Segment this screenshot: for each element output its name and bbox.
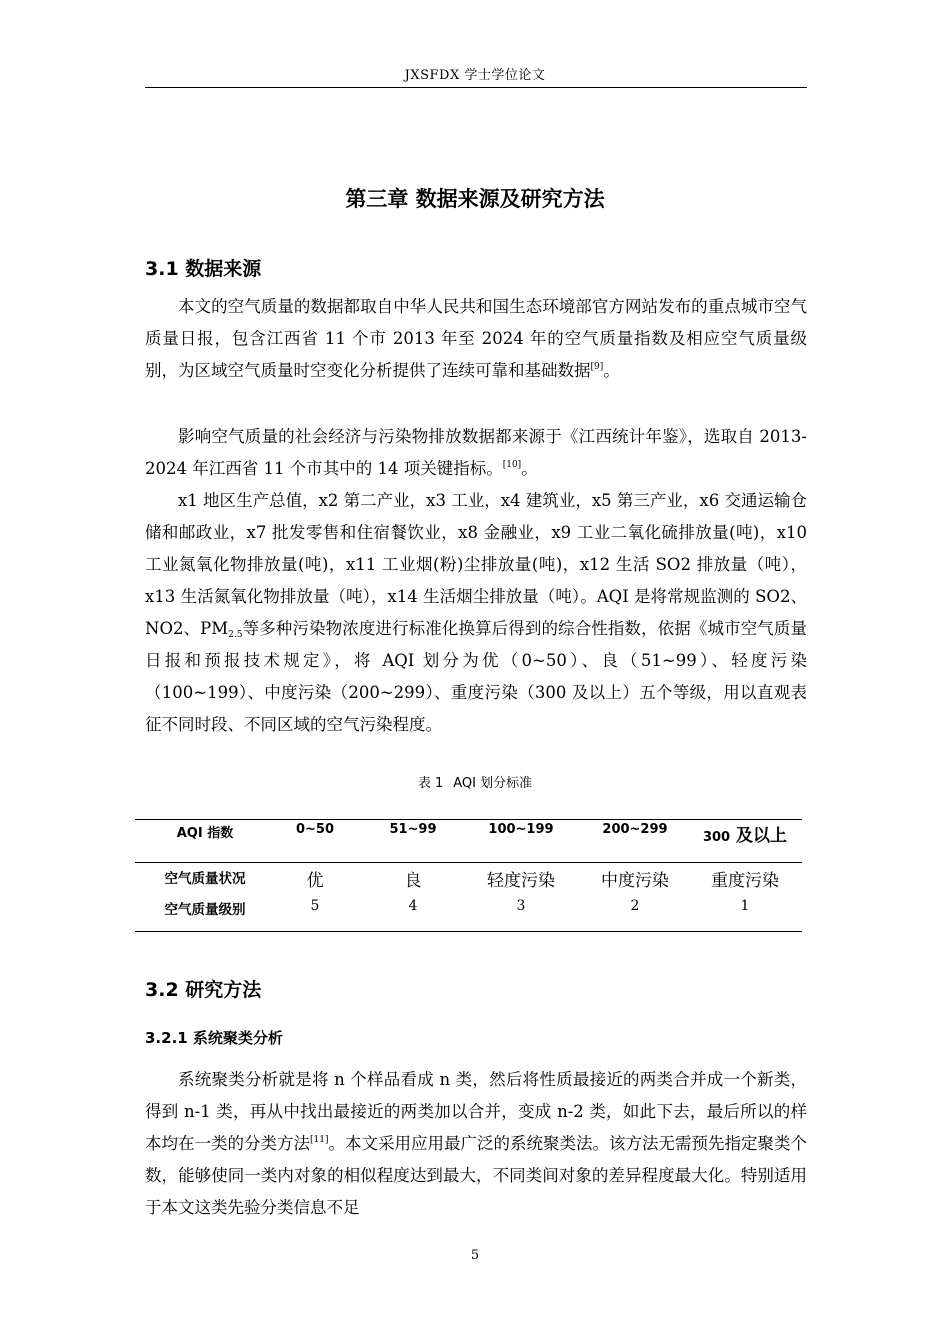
table-header-row — [135, 822, 802, 846]
table-header-cell: AQI 指数 — [176, 826, 234, 841]
paragraph-text: 系统聚类分析就是将 n 个样品看成 n 类，然后将性质最接近的两类合并成一个新类，得到 n-1 类，再从中找出最接近的两类加以合并，变成 n-2 类，如此下去，最后所以的样本均在一类的分类方法 — [145, 1070, 807, 1153]
table-cell: 良 — [404, 871, 422, 891]
table-row — [135, 898, 802, 922]
running-header: JXSFDX 学士学位论文 — [404, 68, 546, 83]
table-cell: 3 — [516, 898, 526, 914]
table-row — [135, 866, 802, 890]
paragraph-data-source-2 — [145, 421, 807, 485]
table-caption-label: 表 1 — [417, 776, 444, 791]
paragraph-text: x1 地区生产总值，x2 第二产业，x3 工业，x4 建筑业，x5 第三产业，x6 交通运输仓储和邮政业，x7 批发零售和住宿餐饮业，x8 金融业，x9 工业二氧化硫排放量(吨)，x10 工业氮氧化物排放量(吨)，x11 工业烟(粉)尘排放量(吨)，x12 生活 SO2 排放量（吨），x13 生活氮氧化物排放量（吨），x14 生活烟尘排放量（吨）。AQI 是将常规监测的 SO2、NO2、PM — [145, 491, 807, 638]
table-header-cell: 51~99 — [389, 822, 437, 837]
chapter-title: 第三章 数据来源及研究方法 — [345, 187, 605, 211]
paragraph-text: 影响空气质量的社会经济与污染物排放数据都来源于《江西统计年鉴》，选取自 2013-2024 年江西省 11 个市其中的 14 项关键指标。 — [145, 427, 807, 478]
citation-10: [10] — [502, 460, 522, 470]
paragraph-data-source-1 — [145, 291, 807, 387]
citation-9: [9] — [590, 362, 604, 372]
subsection-heading-3-2-1: 3.2.1 系统聚类分析 — [145, 1029, 283, 1047]
table-cell: 2 — [630, 898, 640, 914]
paragraph-indicators — [145, 485, 807, 741]
table-caption — [0, 772, 950, 791]
page-number: 5 — [470, 1248, 480, 1263]
table-cell: 5 — [310, 898, 320, 914]
header-text: 及以上 — [730, 826, 788, 846]
section-heading-3-1: 3.1 数据来源 — [145, 258, 262, 280]
table-bottom-rule — [135, 931, 802, 932]
paragraph-end: 。 — [603, 361, 620, 380]
table-cell: 重度污染 — [711, 871, 779, 891]
table-cell: 优 — [306, 871, 324, 891]
paragraph-text-cont: 等多种污染物浓度进行标准化换算后得到的综合性指数，依据《城市空气质量日报和预报技术规定》，将 AQI 划分为优（0~50）、良（51~99）、轻度污染（100~199）、中度污染（200~299）、重度污染（300 及以上）五个等级，用以直观表征不同时段、不同区域的空气污染程度。 — [145, 619, 807, 734]
table-header-cell: 0~50 — [295, 822, 335, 837]
table-caption-text: AQI 划分标准 — [453, 776, 533, 791]
table-cell: 1 — [740, 898, 750, 914]
table-row-label: 空气质量级别 — [164, 902, 246, 918]
table-cell: 4 — [408, 898, 418, 914]
table-header-cell: 200~299 — [602, 822, 668, 837]
table-header-cell — [695, 821, 795, 846]
citation-11: [11] — [310, 1135, 329, 1145]
paragraph-text-cont: 。本文采用应用最广泛的系统聚类法。该方法无需预先指定聚类个数，能够使同一类内对象的相似程度达到最大，不同类间对象的差异程度最大化。特别适用于本文这类先验分类信息不足 — [145, 1134, 808, 1217]
table-header-cell: 100~199 — [488, 822, 554, 837]
table-cell: 中度污染 — [601, 871, 669, 891]
paragraph-text: 本文的空气质量的数据都取自中华人民共和国生态环境部官方网站发布的重点城市空气质量日报，包含江西省 11 个市 2013 年至 2024 年的空气质量指数及相应空气质量级别，为区域空气质量时空变化分析提供了连续可靠和基础数据 — [145, 297, 807, 380]
table-top-rule — [135, 819, 802, 820]
paragraph-clustering — [145, 1064, 807, 1224]
section-heading-3-2: 3.2 研究方法 — [145, 979, 262, 1001]
table-cell: 轻度污染 — [487, 871, 555, 891]
header-num: 300 — [702, 830, 731, 845]
pm-subscript: 2.5 — [228, 630, 243, 640]
paragraph-end: 。 — [521, 459, 538, 478]
table-row-label: 空气质量状况 — [164, 871, 246, 887]
header-rule — [145, 87, 807, 88]
table-header-rule — [135, 862, 802, 863]
